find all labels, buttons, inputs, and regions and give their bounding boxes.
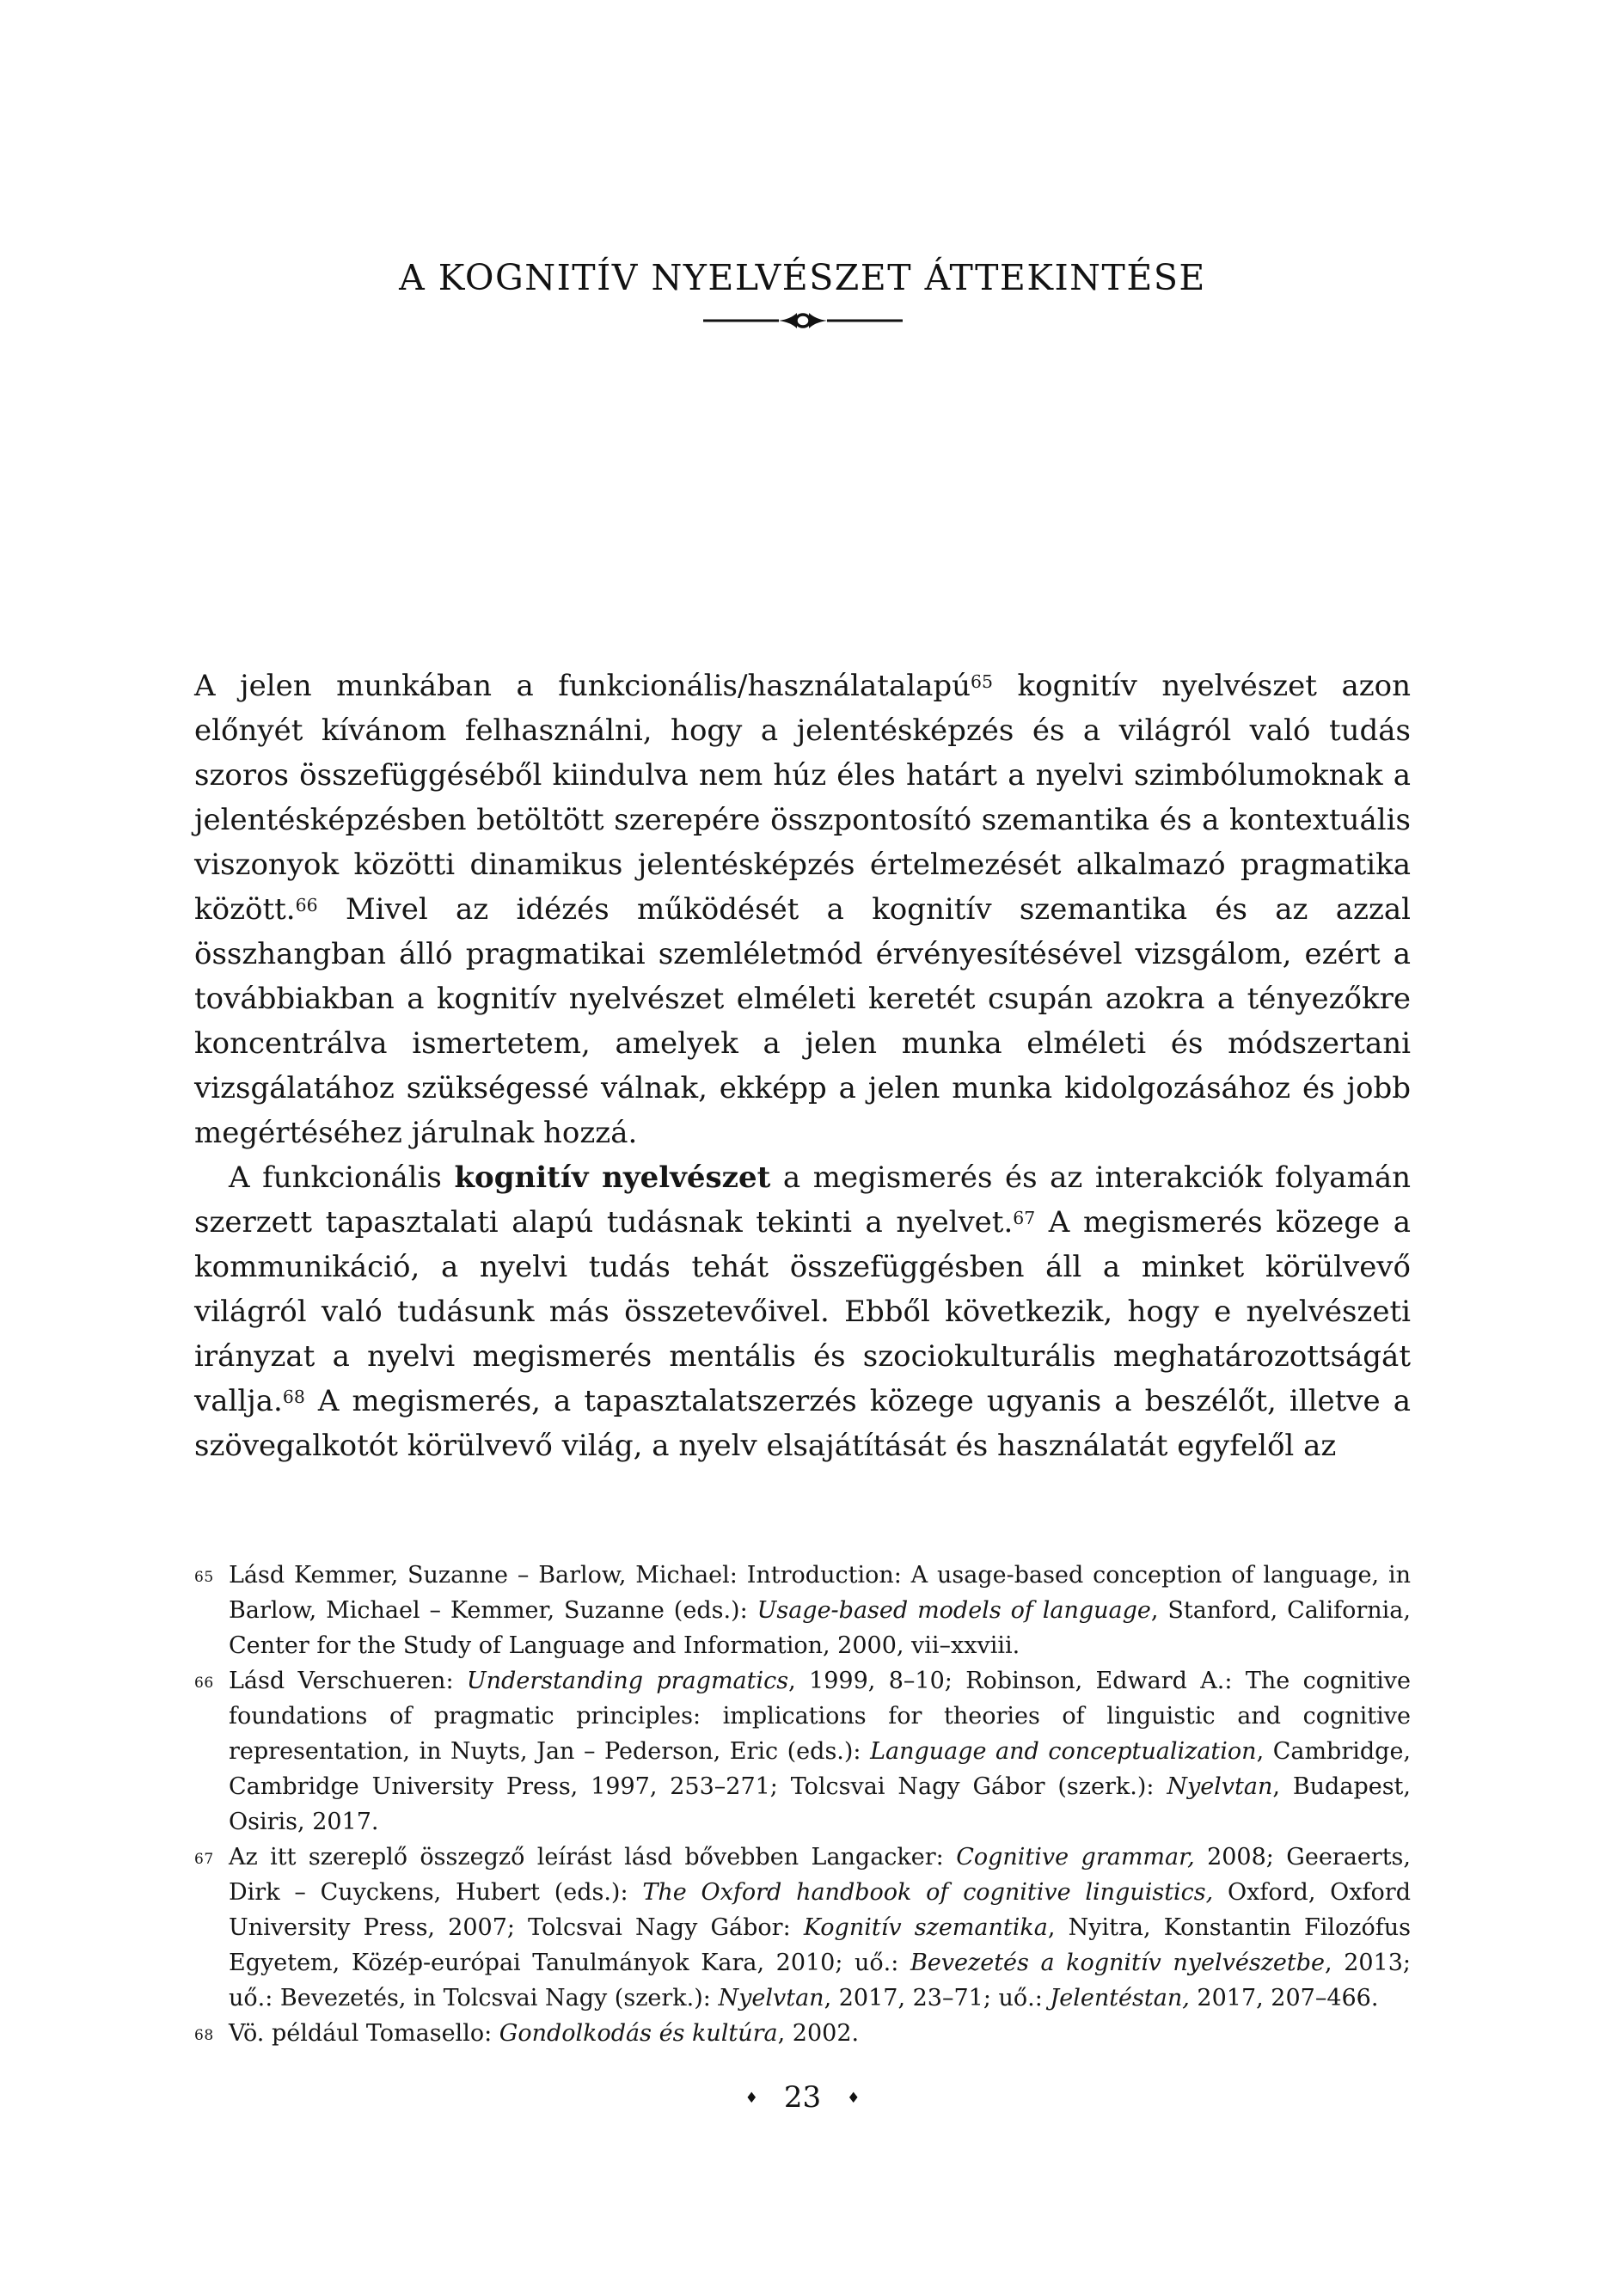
italic-text: Jelentéstan,: [1050, 1985, 1190, 2011]
footnote-ref: 65: [971, 670, 993, 692]
italic-text: The Oxford handbook of cognitive linguistics,: [642, 1879, 1214, 1906]
text-run: Mivel az idézés működését a kognitív szemantika és az azzal összhangban álló pragmatikai szemléletmód érvényesítésével vizsgálom, ezért a továbbiakban a kognitív nyelvészet elméleti keretét csupán azokra a tényezőkre koncentrálva ismertetem, amelyek a jelen munka elméleti és módszertani vizsgálatához szükségessé válnak, ekképp a jelen munka kidolgozásához és jobb megértéséhez járulnak hozzá.: [194, 892, 1411, 1150]
italic-text: Usage-based models of language: [757, 1597, 1151, 1624]
italic-text: Nyelvtan: [1167, 1773, 1273, 1800]
text-run: , 2013; uő.: Bevezetés, in Tolcsvai Nagy (szerk.):: [229, 1950, 1411, 2011]
footnote-item: [194, 1840, 1411, 2016]
text-run: , 2017, 23–71; uő.:: [824, 1985, 1051, 2011]
text-run: Lásd Verschueren:: [229, 1668, 467, 1694]
text-run: Az itt szereplő összegző leírást lásd bővebben Langacker:: [229, 1844, 957, 1870]
text-run: , Cambridge, Cambridge University Press, 1997, 253–271; Tolcsvai Nagy Gábor (szerk.):: [229, 1738, 1412, 1800]
text-run: 2017, 207–466.: [1189, 1985, 1379, 2011]
text-run: , Nyitra, Konstantin Filozófus Egyetem, Közép-európai Tanulmányok Kara, 2010; uő.:: [229, 1914, 1411, 1976]
italic-text: Bevezetés a kognitív nyelvészetbe: [910, 1950, 1326, 1976]
italic-text: Language and conceptualization: [870, 1738, 1257, 1765]
footnote-ref: 66: [295, 894, 318, 915]
text-run: , Budapest, Osiris, 2017.: [229, 1773, 1411, 1835]
paragraph: [194, 664, 1411, 1155]
italic-text: Cognitive grammar,: [956, 1844, 1195, 1870]
footnote-item: [194, 1663, 1411, 1840]
text-run: Vö. például Tomasello:: [229, 2020, 499, 2047]
paragraph: [194, 1155, 1411, 1468]
text-run: 2008; Geeraerts, Dirk – Cuyckens, Hubert (eds.):: [229, 1844, 1411, 1906]
footnote-number: 68: [194, 2027, 214, 2044]
text-run: A megismerés közege a kommunikáció, a nyelvi tudás tehát összefüggésben áll a minket körülvevő világról való tudásunk más összetevőivel. Ebből következik, hogy e nyelvészeti irányzat a nyelvi megismerés mentális és szociokulturális meghatározottságát vallja.: [194, 1205, 1411, 1418]
text-run: , 1999, 8–10; Robinson, Edward A.: The cognitive foundations of pragmatic principles: implications for theories of linguistic and cognitive representation, in Nuyts, Jan – Pederson, Eric (eds.):: [229, 1668, 1411, 1765]
page-number-ornament-left: ♦: [744, 2090, 758, 2107]
footnote-number: 65: [194, 1569, 214, 1586]
text-run: , 2002.: [777, 2020, 860, 2047]
text-run: A jelen munkában a funkcionális/használatalapú: [194, 669, 971, 703]
text-run: A megismerés, a tapasztalatszerzés közege ugyanis a beszélőt, illetve a szövegalkotót körülvevő világ, a nyelv elsajátítását és használatát egyfelől az: [194, 1384, 1411, 1463]
text-run: kognitív nyelvészet azon előnyét kívánom felhasználni, hogy a jelentésképzés és a világról való tudás szoros összefüggéséből kiindulva nem húz éles határt a nyelvi szimbólumoknak a jelentésképzésben betöltött szerepére összpontosító szemantika és a kontextuális viszonyok közötti dinamikus jelentésképzés értelmezését alkalmazó pragmatika között.: [194, 669, 1411, 927]
text-run: Lásd Kemmer, Suzanne – Barlow, Michael: Introduction: A usage-based conception of language, in Barlow, Michael – Kemmer, Suzanne (eds.):: [229, 1562, 1411, 1624]
section-divider: [0, 309, 1605, 332]
page-number: [0, 2080, 1605, 2115]
footnote-number: 67: [194, 1851, 214, 1868]
text-run: Oxford, Oxford University Press, 2007; Tolcsvai Nagy Gábor:: [229, 1879, 1411, 1941]
footnote-item: [194, 1558, 1411, 1663]
italic-text: Understanding pragmatics: [466, 1668, 789, 1694]
italic-text: Gondolkodás és kultúra: [499, 2020, 778, 2047]
body-text: [194, 664, 1411, 1468]
bold-text: kognitív nyelvészet: [454, 1160, 771, 1195]
italic-text: Kognitív szemantika: [803, 1914, 1048, 1941]
footnote-item: [194, 2016, 1411, 2051]
text-run: , Stanford, California, Center for the Study of Language and Information, 2000, vii–xxviii.: [229, 1597, 1411, 1659]
text-run: A funkcionális: [229, 1160, 455, 1195]
divider-ornament-icon: [703, 309, 903, 332]
footnote-ref: 68: [282, 1386, 305, 1407]
page-number-ornament-right: ♦: [847, 2090, 861, 2107]
text-run: a megismerés és az interakciók folyamán szerzett tapasztalati alapú tudásnak tekinti a nyelvet.: [194, 1160, 1411, 1240]
footnote-list: [194, 1558, 1411, 2051]
footnote-ref: 67: [1013, 1207, 1036, 1228]
italic-text: Nyelvtan: [718, 1985, 824, 2011]
page-title: A KOGNITÍV NYELVÉSZET ÁTTEKINTÉSE: [399, 257, 1206, 299]
page-number-value: 23: [783, 2080, 822, 2115]
footnote-number: 66: [194, 1675, 214, 1692]
